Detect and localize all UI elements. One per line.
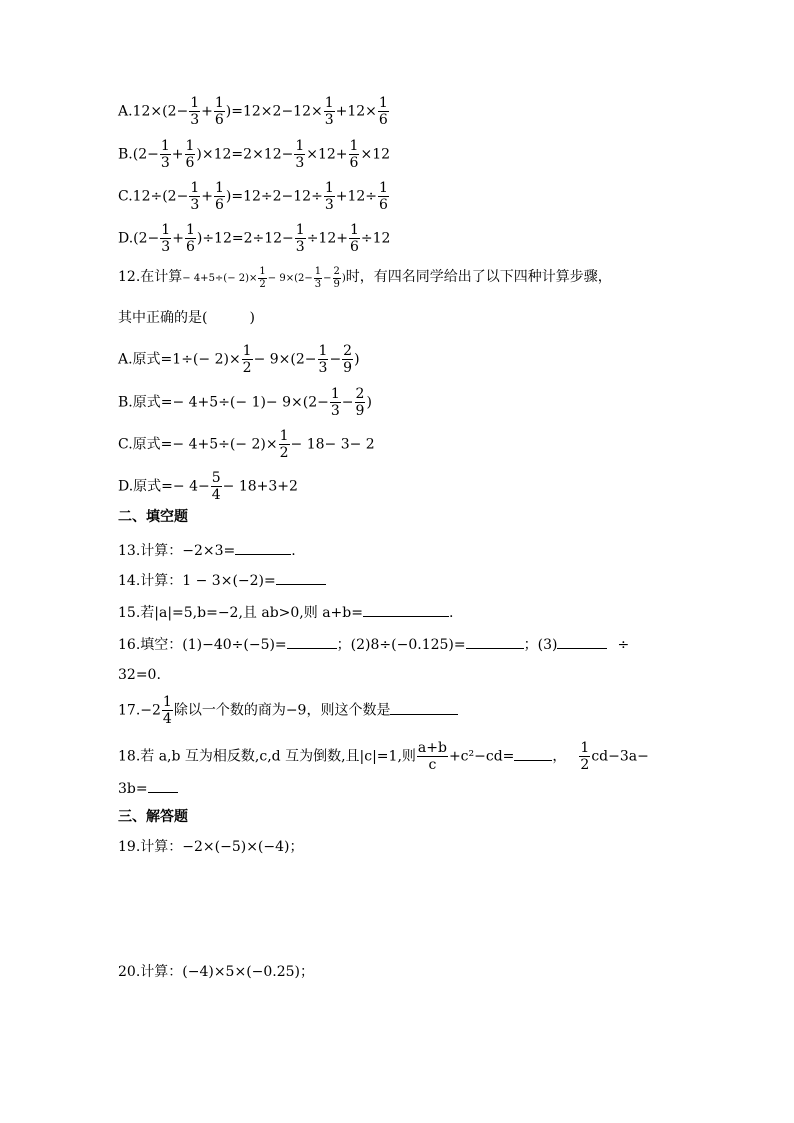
- q11-option-b: B.(2− $\frac{1}{3}$ + $\frac{1}{6}$ )×12=2×12− $\frac{1}{3}$ ×12+ $\frac{1}{6}$ ×12: [118, 138, 391, 171]
- fraction: $\frac{1}{6}$: [214, 95, 224, 128]
- answer-blank[interactable]: [514, 746, 552, 761]
- q11-option-d: D.(2− $\frac{1}{3}$ + $\frac{1}{6}$ )÷12=2÷12− $\frac{1}{3}$ ÷12+ $\frac{1}{6}$ ÷12: [118, 222, 391, 255]
- fraction: $\frac{1}{3}$: [190, 95, 200, 128]
- fraction: $\frac{1}{2}$: [279, 428, 289, 461]
- q18-line2: 3b=: [118, 778, 178, 798]
- answer-blank[interactable]: [363, 602, 449, 617]
- fraction: $\frac{1}{2}$: [242, 343, 252, 376]
- fraction: $\frac{1}{6}$: [349, 138, 359, 171]
- q12-option-b: B.原式=− 4+5÷(− 1)− 9×(2− $\frac{1}{3}$ − $\frac{2}{9}$ ): [118, 386, 372, 419]
- q12-option-d: D.原式=− 4− $\frac{5}{4}$ − 18+3+2: [118, 470, 298, 503]
- fraction: $\frac{5}{4}$: [211, 470, 221, 503]
- q12-stem: 12.在计算− 4+5÷(− 2)× $\frac{1}{2}$ − 9×(2− $\frac{1}{3}$ − $\frac{2}{9}$ )时，有四名同学给出了以下四种计算步骤，: [118, 266, 612, 290]
- fraction: $\frac{2}{9}$: [343, 343, 353, 376]
- section-heading-solve: 三、解答题: [118, 809, 188, 825]
- answer-blank[interactable]: [287, 634, 337, 649]
- fraction: $\frac{1}{3}$: [295, 138, 305, 171]
- q17: 17.−2 $\frac{1}{4}$ 除以一个数的商为−9，则这个数是: [118, 694, 458, 727]
- fraction: $\frac{a+b}{c}$: [417, 740, 447, 773]
- fraction: $\frac{1}{3}$: [161, 222, 171, 255]
- q20: 20.计算：(−4)×5×(−0.25)；: [118, 964, 315, 980]
- fraction: $\frac{1}{3}$: [318, 343, 328, 376]
- fraction: $\frac{1}{2}$: [259, 266, 266, 290]
- q19: 19.计算：−2×(−5)×(−4)；: [118, 839, 304, 855]
- fraction: $\frac{1}{6}$: [185, 138, 195, 171]
- q15: 15.若|a|=5,b=−2,且 ab>0,则 a+b= .: [118, 602, 453, 622]
- q16: 16.填空：(1)−40÷(−5)= ；(2)8÷(−0.125)= ；(3) ÷: [118, 634, 629, 654]
- fraction: $\frac{1}{2}$: [580, 740, 590, 773]
- q14: 14.计算：1 − 3×(−2)=: [118, 570, 326, 590]
- fraction: $\frac{1}{3}$: [324, 95, 334, 128]
- fraction: $\frac{1}{3}$: [190, 180, 200, 213]
- fraction: $\frac{1}{3}$: [160, 138, 170, 171]
- section-heading-fill-blank: 二、填空题: [118, 509, 188, 525]
- answer-blank[interactable]: [390, 700, 458, 715]
- answer-blank[interactable]: [276, 570, 326, 585]
- fraction: $\frac{1}{3}$: [314, 266, 322, 290]
- fraction: $\frac{1}{3}$: [295, 222, 305, 255]
- q12-option-c: C.原式=− 4+5÷(− 2)× $\frac{1}{2}$ − 18− 3− 2: [118, 428, 375, 461]
- q12-option-a: A.原式=1÷(− 2)× $\frac{1}{2}$ − 9×(2− $\frac{1}{3}$ − $\frac{2}{9}$ ): [118, 343, 360, 376]
- q11-option-c: C.12÷(2− $\frac{1}{3}$ + $\frac{1}{6}$ )=12÷2−12÷ $\frac{1}{3}$ +12÷ $\frac{1}{6}$: [118, 180, 388, 213]
- q12-line2: 其中正确的是( ): [118, 310, 255, 326]
- fraction: $\frac{1}{6}$: [185, 222, 195, 255]
- fraction: $\frac{1}{6}$: [378, 95, 388, 128]
- answer-blank[interactable]: [466, 634, 524, 649]
- answer-blank[interactable]: [148, 778, 178, 793]
- fraction: $\frac{1}{3}$: [324, 180, 334, 213]
- answer-blank[interactable]: [235, 540, 291, 555]
- q18: 18.若 a,b 互为相反数,c,d 互为倒数,且|c|=1,则 $\frac{a+b}{c}$ +c²−cd= ， $\frac{1}{2}$ cd−3a−: [118, 740, 649, 773]
- q12-expression: − 4+5÷(− 2)× $\frac{1}{2}$ − 9×(2− $\frac{1}{3}$ − $\frac{2}{9}$ ): [182, 266, 346, 290]
- fraction: $\frac{1}{4}$: [162, 694, 172, 727]
- fraction: $\frac{1}{6}$: [349, 222, 359, 255]
- q13: 13.计算：−2×3= .: [118, 540, 296, 560]
- fraction: $\frac{2}{9}$: [355, 386, 365, 419]
- fraction: $\frac{1}{6}$: [214, 180, 224, 213]
- fraction: $\frac{2}{9}$: [333, 266, 340, 290]
- fraction: $\frac{1}{3}$: [330, 386, 340, 419]
- answer-blank[interactable]: [557, 634, 607, 649]
- q16-line2: 32=0.: [118, 667, 161, 683]
- q11-option-a: A.12×(2− $\frac{1}{3}$ + $\frac{1}{6}$ )=12×2−12× $\frac{1}{3}$ +12× $\frac{1}{6}$: [118, 95, 388, 128]
- fraction: $\frac{1}{6}$: [379, 180, 388, 213]
